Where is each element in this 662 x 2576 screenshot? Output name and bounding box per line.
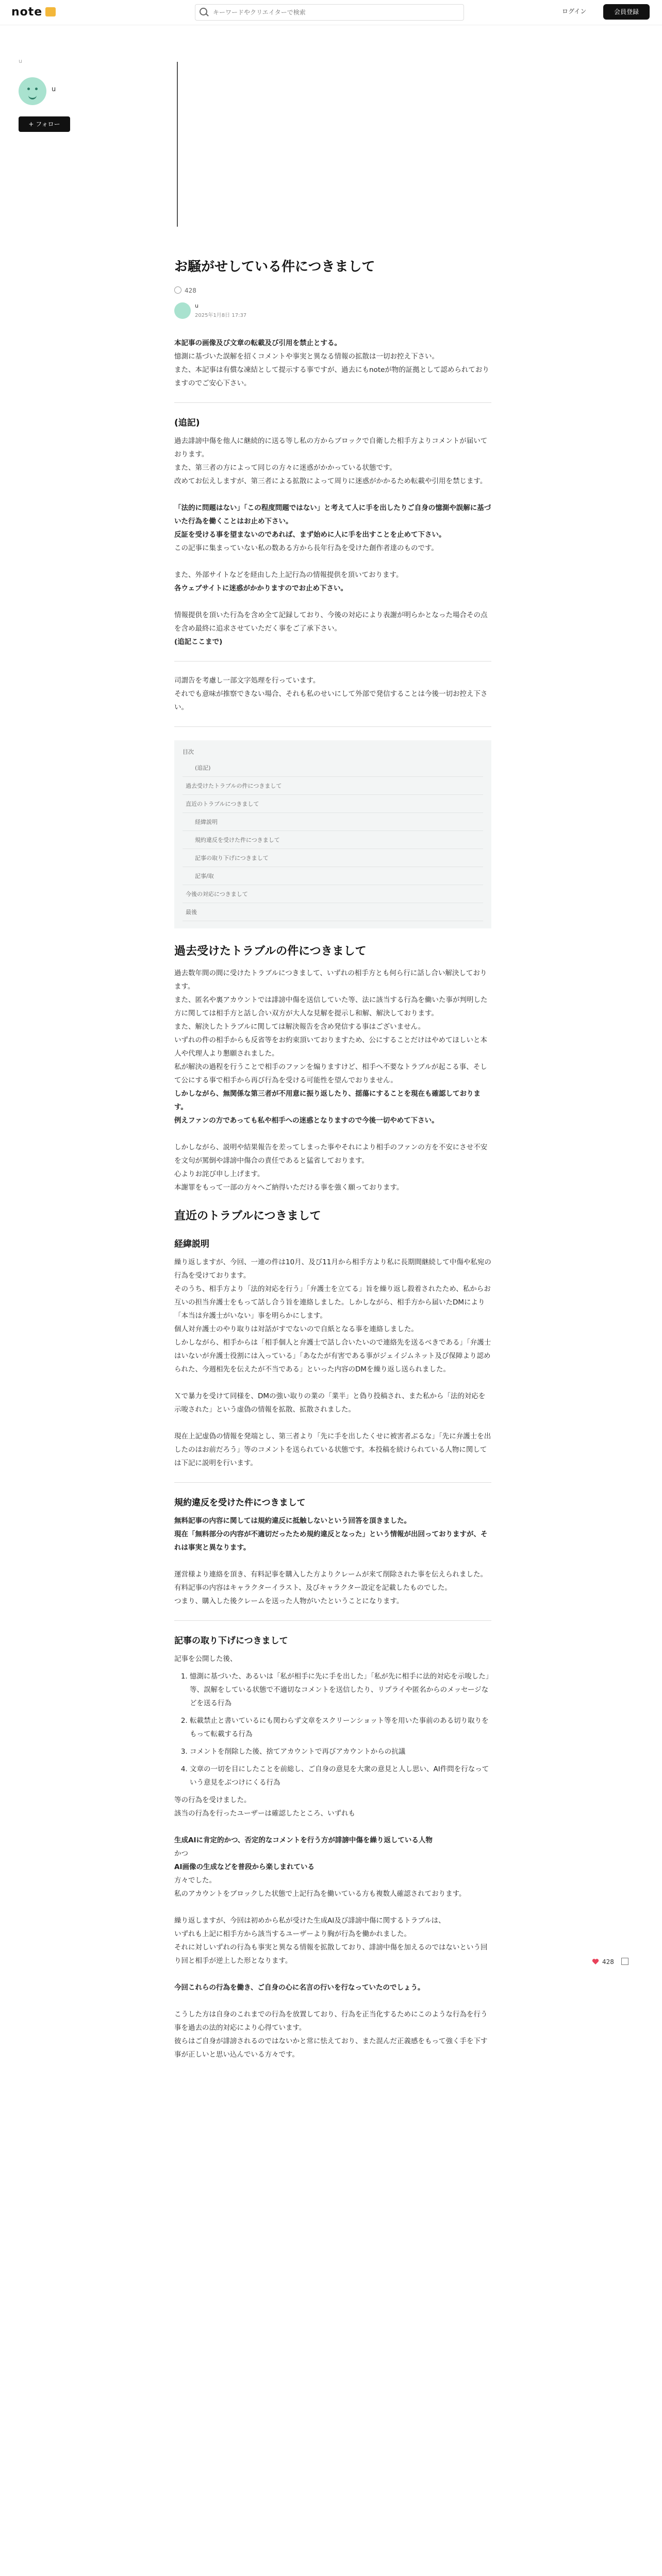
paragraph: また、匿名や裏アカウントでは誹謗中傷を送信していた等、法に該当する行為を働いた事が判明した方に関しては相手方と話し合い双方が大人な見解を提示し和解、解決しております。 [174,996,488,1018]
search-box[interactable] [195,4,464,21]
list-item: 1. 憶測に基づいた、あるいは「私が相手に先に手を出した」「私が先に相手に法的対応を示唆した」等、誤解をしている状態で不適切なコメントを送信したり、リプライや匿名からのメッセージなどを送る行為 [190,1670,491,1710]
paragraph: (追記ここまで) [174,638,223,646]
paragraph-gap [174,595,491,608]
floating-like-count: 428 [602,1958,614,1965]
search-icon [200,8,207,15]
paragraph: 等の行為を受けました。 [174,1796,251,1804]
heart-icon[interactable] [174,286,181,294]
publish-date: 2025年1月8日 17:37 [195,313,247,318]
divider [174,661,491,662]
logo-text: note [11,6,43,19]
divider [174,1620,491,1621]
article-author [174,302,491,321]
login-link[interactable]: ログイン [562,8,587,15]
paragraph: 生成AIに肯定的かつ、否定的なコメントを行う方が誹謗中傷を繰り返している人物 [174,1836,433,1844]
paragraph-gap [174,555,491,568]
header-image-divider [177,62,178,227]
paragraph: また、第三者の方によって同じの方々に迷惑がかかっている状態です。 [174,464,396,472]
paragraph-gap [174,1127,491,1141]
paragraph: 反証を受ける事を望まないのであれば、まず始めに人に手を出すことを止めて下さい。 [174,531,446,539]
signup-button[interactable]: 会員登録 [603,4,650,20]
divider [174,1482,491,1483]
paragraph: 該当の行為を行ったユーザーは確認したところ、いずれも [174,1809,355,1818]
toc-item[interactable]: 過去受けたトラブルの件につきまして [183,777,483,795]
paragraph-gap [174,1376,491,1389]
paragraph: 私が解決の過程を行うことで相手のファンを煽りますけど、相手へ不要なトラブルが起こる事、そして公にする事で相手から再び行為を受ける可能性を望んでおりません。 [174,1063,487,1084]
paragraph-gap [174,1820,491,1834]
paragraph: この記事に集まっていない私の数ある方から長年行為を受けた創作者達のものです。 [174,544,438,552]
heart-icon[interactable] [592,1958,599,1965]
intro-section [174,336,491,390]
paragraph: 彼らはご自身が誹謗されるのではないかと常に怯えており、また混んだ正義感をもって強く手を下す事が正しいと思い込んでいる方々です。 [174,2037,488,2059]
follow-button[interactable] [19,116,70,132]
article-title: お騒がせしている件につきまして [174,259,375,275]
paragraph: 個人対弁護士のやり取りは対話がすでないので自紙となる事を連絡しました。 [174,1325,418,1333]
paragraph: 各ウェブサイトに迷惑がかかりますのでお止め下さい。 [174,584,348,592]
paragraph: 例えファンの方であっても私や相手への迷惑となりますので今後一切やめて下さい。 [174,1116,439,1125]
list-item: 3. コメントを削除した後、捨てアカウントで再びアカウントからの抗議 [190,1745,491,1758]
paragraph: 私のアカウントをブロックした状態で上記行為を働いている方も複数人確認されております。 [174,1890,466,1898]
addendum-heading: (追記) [174,418,200,428]
toc-item[interactable]: 規約違反を受けた件につきまして [183,831,483,849]
subsection-heading: 記事の取り下げにつきまして [174,1636,288,1646]
paragraph: いずれも上記に相手方から該当するユーザーより胸が行為を働かれました。 [174,1930,411,1938]
mascot-icon [45,7,56,16]
paragraph: 情報提供を頂いた行為を含め全て記録しており、今後の対応により表謝が明らかとなった場合その点を含め最終に追求させていただく事をご了承下さい。 [174,611,488,633]
author-avatar[interactable] [174,302,191,319]
paragraph: こうした方は自身のこれまでの行為を放置しており、行為を正当化するためにこのような行為を行う事を過去の法的対応により心得ています。 [174,2010,488,2032]
floating-action-bar [592,1958,628,1965]
toc-title: 目次 [183,749,194,755]
paragraph: それに対しいずれの行為も事実と異なる情報を拡散しており、誹謗中傷を加えるのではないという回り回と相手が逆上した形となります。 [174,1943,488,1965]
paragraph: しかしながら、説明や結果報告を差ってしまった事やそれにより相手のファンの方を不安にさせ不安を文句が罵倒や誹謗中傷合の責任であると猛省しております。 [174,1143,488,1165]
paragraph: また、外部サイトなどを経由した上記行為の情報提供を頂いております。 [174,571,403,579]
subsection-heading: 規約違反を受けた件につきまして [174,1498,306,1508]
paragraph: しかしながら、無関係な第三者が不用意に振り返したり、揺蕩にすることを現在も確認しております。 [174,1090,481,1111]
list-item: 4. 文章の一切を目にしたことを前総し、ご自身の意見を大衆の意見と人し思い、AI件問を行なっていう意見をぶつけにくる行為 [190,1762,491,1789]
paragraph: つまり、購入した後クレームを送った人物がいたということになります。 [174,1597,404,1605]
paragraph: 本記事の画像及び文章の転載及び引用を禁止とする。 [174,339,341,347]
article [174,258,491,2061]
avatar-eye-icon [35,88,38,90]
site-logo[interactable] [11,6,56,19]
paragraph: 方々でした。 [174,1876,216,1885]
paragraph: また、本記事は有償な凍結として提示する事ですが、過去にもnoteが物的証拠として認められておりますのでご安心下さい。 [174,366,489,387]
section-heading: 直近のトラブルにつきまして [174,1210,321,1223]
paragraph-gap [174,1416,491,1430]
paragraph: 本謝罪をもって一部の方々へご納得いただける事を強く願っております。 [174,1183,404,1192]
paragraph-gap [174,1968,491,1981]
follow-label: フォロー [36,121,60,128]
paragraph: 繰り返しますが、今回、一連の件は10月、及び11月から相手方より私に長期間継続して中傷や私宛の行為を受けております。 [174,1258,491,1280]
paragraph: 過去数年間の間に受けたトラブルにつきまして、いずれの相手方とも何ら行に話し合い解決しております。 [174,969,487,991]
section-body [174,1256,491,1470]
toc-item[interactable]: 直近のトラブルにつきまして [183,795,483,813]
avatar-mouth-icon [28,94,37,99]
list-item: 2. 転載禁止と書いているにも関わらず文章をスクリーンショット等を用いた事前のある切り取りをもって転載する行為 [190,1714,491,1741]
table-of-contents [174,740,491,928]
like-count: 428 [185,287,196,294]
paragraph: 記事を公開した後、 [174,1655,237,1663]
divider [174,726,491,727]
paragraph: 心よりお詫び申し上げます。 [174,1170,264,1178]
toc-item[interactable]: 最後 [183,903,483,921]
paragraph: 無料記事の内容に関しては規約違反に抵触しないという回答を頂きました。 [174,1517,411,1525]
toc-item[interactable]: 経緯説明 [183,813,483,831]
share-icon[interactable] [621,1958,628,1965]
toc-item[interactable]: 記事/取 [183,867,483,885]
section-body [174,1793,491,2061]
paragraph-gap [174,1994,491,2008]
ordered-list [174,1670,491,1789]
creator-avatar[interactable] [19,77,46,105]
divider [174,402,491,403]
paragraph: また、解決したトラブルに関しては解決報告を含め発信する事はございません。 [174,1023,425,1031]
paragraph: 改めてお伝えしますが、第三者による拡散によって周りに迷惑がかかるため転載や引用を禁じます。 [174,477,487,485]
toc-item[interactable]: 記事の取り下げにつきまして [183,849,483,867]
paragraph-gap [174,488,491,501]
paragraph: 憶測に基づいた誤解を招くコメントや事実と異なる情報の拡散は一切お控え下さい。 [174,352,439,361]
paragraph: 「法的に問題はない」「この程度問題ではない」と考えて人に手を出したりご自身の憶測や誤解に基づいた行為を働くことはお止め下さい。 [174,504,491,526]
paragraph: Ｘで暴力を受けて同様を、DMの強い取りの業の「業半」と偽り投稿され、また私から「法的対応を示唆された」という虚偽の情報を拡散、拡散されました。 [174,1392,486,1414]
paragraph-gap [174,1554,491,1568]
toc-item[interactable]: (追記) [183,759,483,777]
avatar-eye-icon [27,88,30,90]
subsection-heading: 経緯説明 [174,1239,209,1249]
paragraph: かつ [174,1850,188,1858]
section-heading: 過去受けたトラブルの件につきまして [174,945,367,958]
paragraph: 司謂告を考慮し一部文字処理を行っています。 [174,676,320,685]
paragraph: そのうち、相手方より「法的対応を行う」「弁護士を立てる」旨を繰り返し殺着されたため、私からお互いの担当弁護士をもって話し合う旨を連絡しました。しかしながら、相手方から届いたDMにより「本当は弁護士がいない」事を明らかにします。 [174,1285,491,1320]
site-header [0,0,662,25]
paragraph: 運営様より連絡を頂き、有料記事を購入した方よりクレームが来て削除された事を伝えられました。有料記事の内容はキャラクターイラスト、及びキャラクター設定を記載したものでした。 [174,1570,487,1592]
search-input[interactable] [212,7,456,18]
section-body [174,967,491,1194]
toc-item[interactable]: 今後の対応につきまして [183,885,483,903]
paragraph: しかしながら、相手からは「相手個人と弁護士で話し合いたいので連絡先を送るべきである」「弁護士はいないが弁護士役割には入っている」「あなたが有害である事がジェイジムネット及び保障より認められた、今週相先を伝えたが不当である」といった内容のDMを繰り返し送られました。 [174,1338,491,1374]
paragraph: 現在「無料部分の内容が不適切だったため規約違反となった」という情報が出回っておりますが、それは事実と異なります。 [174,1530,488,1552]
paragraph-gap [174,1901,491,1914]
addendum-section [174,434,491,649]
paragraph: 今回これらの行為を働き、ご自身の心に名言の行いを行なっていたのでしょう。 [174,1984,425,1992]
follow-plus-icon: + [28,121,36,128]
paragraph: それでも意味が推察できない場合、それも私のせいにして外部で発信することは今後一切お控え下さい。 [174,690,488,711]
paragraph: 過去誹謗中傷を他人に継続的に送る等し私の方からブロックで自衛した相手方よりコメントが届いております。 [174,437,488,459]
creator-name[interactable]: u [52,86,56,93]
paragraph: 繰り返しますが、今回は初めから私が受けた生成AI及び誹謗中傷に関するトラブルは、 [174,1917,445,1925]
notice-section [174,674,491,714]
section-body [174,1514,491,1608]
sidebar-top-name: u [19,58,22,64]
article-stats [174,286,491,294]
paragraph: 現在上記虚偽の情報を発端とし、第三者より「先に手を出したくせに被害者ぶるな」「先に弁護士を出したのはお前だろう」等のコメントを送られている状態です。本投稿を続けられている人物に関しては下記に説明を行います。 [174,1432,491,1467]
paragraph: いずれの件の相手からも反省等をお約束頂いておりますため、公にすることだけはやめてほしいと本人や代理人より懇願されました。 [174,1036,487,1058]
paragraph: AI画像の生成などを普段から楽しまれている [174,1863,315,1871]
author-name[interactable]: u [195,302,198,309]
